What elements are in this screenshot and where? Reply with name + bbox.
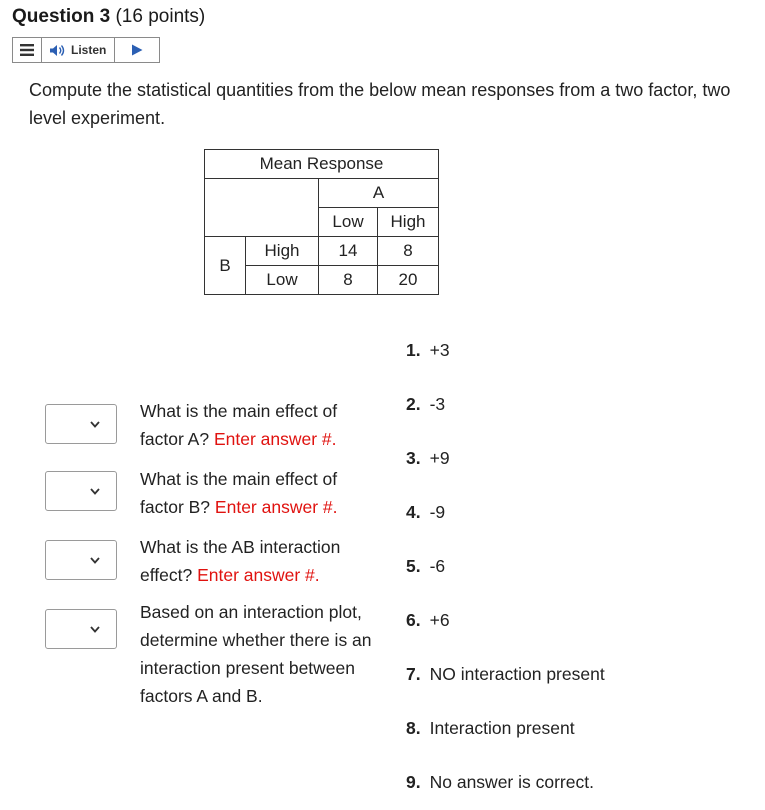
option-2: [406, 394, 445, 415]
answer-dropdown-2[interactable]: [45, 471, 117, 511]
cell-high-high: 8: [378, 237, 439, 266]
prompt-hint: Enter answer #.: [213, 429, 337, 449]
listen-toolbar: [12, 37, 160, 63]
listen-button[interactable]: [42, 38, 115, 62]
menu-button[interactable]: [13, 38, 42, 62]
prompt-text: What is the main effect of factor B?: [140, 469, 338, 517]
question-title: [12, 6, 205, 28]
factor-b-header: B: [205, 237, 246, 295]
factor-a-header: A: [319, 179, 439, 208]
answer-dropdown-1[interactable]: [45, 404, 117, 444]
option-number: 9.: [406, 772, 421, 792]
prompt-text: Based on an interaction plot, determine whether there is an interaction present between factors A and B.: [140, 602, 372, 706]
option-5: [406, 556, 445, 577]
col-low-header: Low: [319, 208, 378, 237]
cell-high-low: 14: [319, 237, 378, 266]
prompt-hint: Enter answer #.: [214, 497, 338, 517]
question-number: Question 3: [12, 6, 111, 27]
option-number: 2.: [406, 394, 421, 414]
option-text: +9: [429, 448, 450, 468]
question-points: (16 points): [115, 6, 206, 27]
answer-dropdown-3[interactable]: [45, 540, 117, 580]
speaker-icon: [49, 44, 67, 57]
play-button[interactable]: [115, 38, 159, 62]
option-7: [406, 664, 605, 685]
prompt-text: What is the AB interaction effect?: [140, 537, 341, 585]
option-text: -9: [429, 502, 446, 522]
cell-low-high: 20: [378, 266, 439, 295]
mean-response-table: [204, 149, 439, 295]
option-text: Interaction present: [429, 718, 575, 738]
option-3: [406, 448, 450, 469]
option-number: 3.: [406, 448, 421, 468]
chevron-down-icon: [90, 626, 100, 633]
answer-dropdown-4[interactable]: [45, 609, 117, 649]
option-4: [406, 502, 445, 523]
prompt-hint: Enter answer #.: [197, 565, 320, 585]
option-text: +6: [429, 610, 450, 630]
option-8: [406, 718, 575, 739]
chevron-down-icon: [90, 557, 100, 564]
table-corner: [205, 179, 319, 237]
option-number: 7.: [406, 664, 421, 684]
listen-label: Listen: [71, 43, 107, 57]
row-low-label: Low: [246, 266, 319, 295]
chevron-down-icon: [90, 421, 100, 428]
option-6: [406, 610, 450, 631]
prompt-text: What is the main effect of factor A?: [140, 401, 338, 449]
play-icon: [131, 44, 143, 56]
option-9: [406, 772, 594, 793]
option-number: 5.: [406, 556, 421, 576]
chevron-down-icon: [90, 488, 100, 495]
option-text: -6: [429, 556, 446, 576]
prompt-main-effect-b: [140, 465, 375, 521]
option-number: 1.: [406, 340, 421, 360]
row-high-label: High: [246, 237, 319, 266]
prompt-interaction-plot: [140, 598, 375, 710]
option-text: -3: [429, 394, 446, 414]
option-text: +3: [429, 340, 450, 360]
option-text: No answer is correct.: [429, 772, 594, 792]
prompt-ab-interaction: [140, 533, 375, 589]
option-1: [406, 340, 450, 361]
cell-low-low: 8: [319, 266, 378, 295]
col-high-header: High: [378, 208, 439, 237]
option-number: 8.: [406, 718, 421, 738]
table-title: Mean Response: [205, 150, 439, 179]
menu-icon: [20, 44, 34, 56]
option-number: 4.: [406, 502, 421, 522]
question-intro: Compute the statistical quantities from the below mean responses from a two factor, two level experiment.: [29, 80, 731, 128]
option-text: NO interaction present: [429, 664, 605, 684]
prompt-main-effect-a: [140, 397, 375, 453]
option-number: 6.: [406, 610, 421, 630]
